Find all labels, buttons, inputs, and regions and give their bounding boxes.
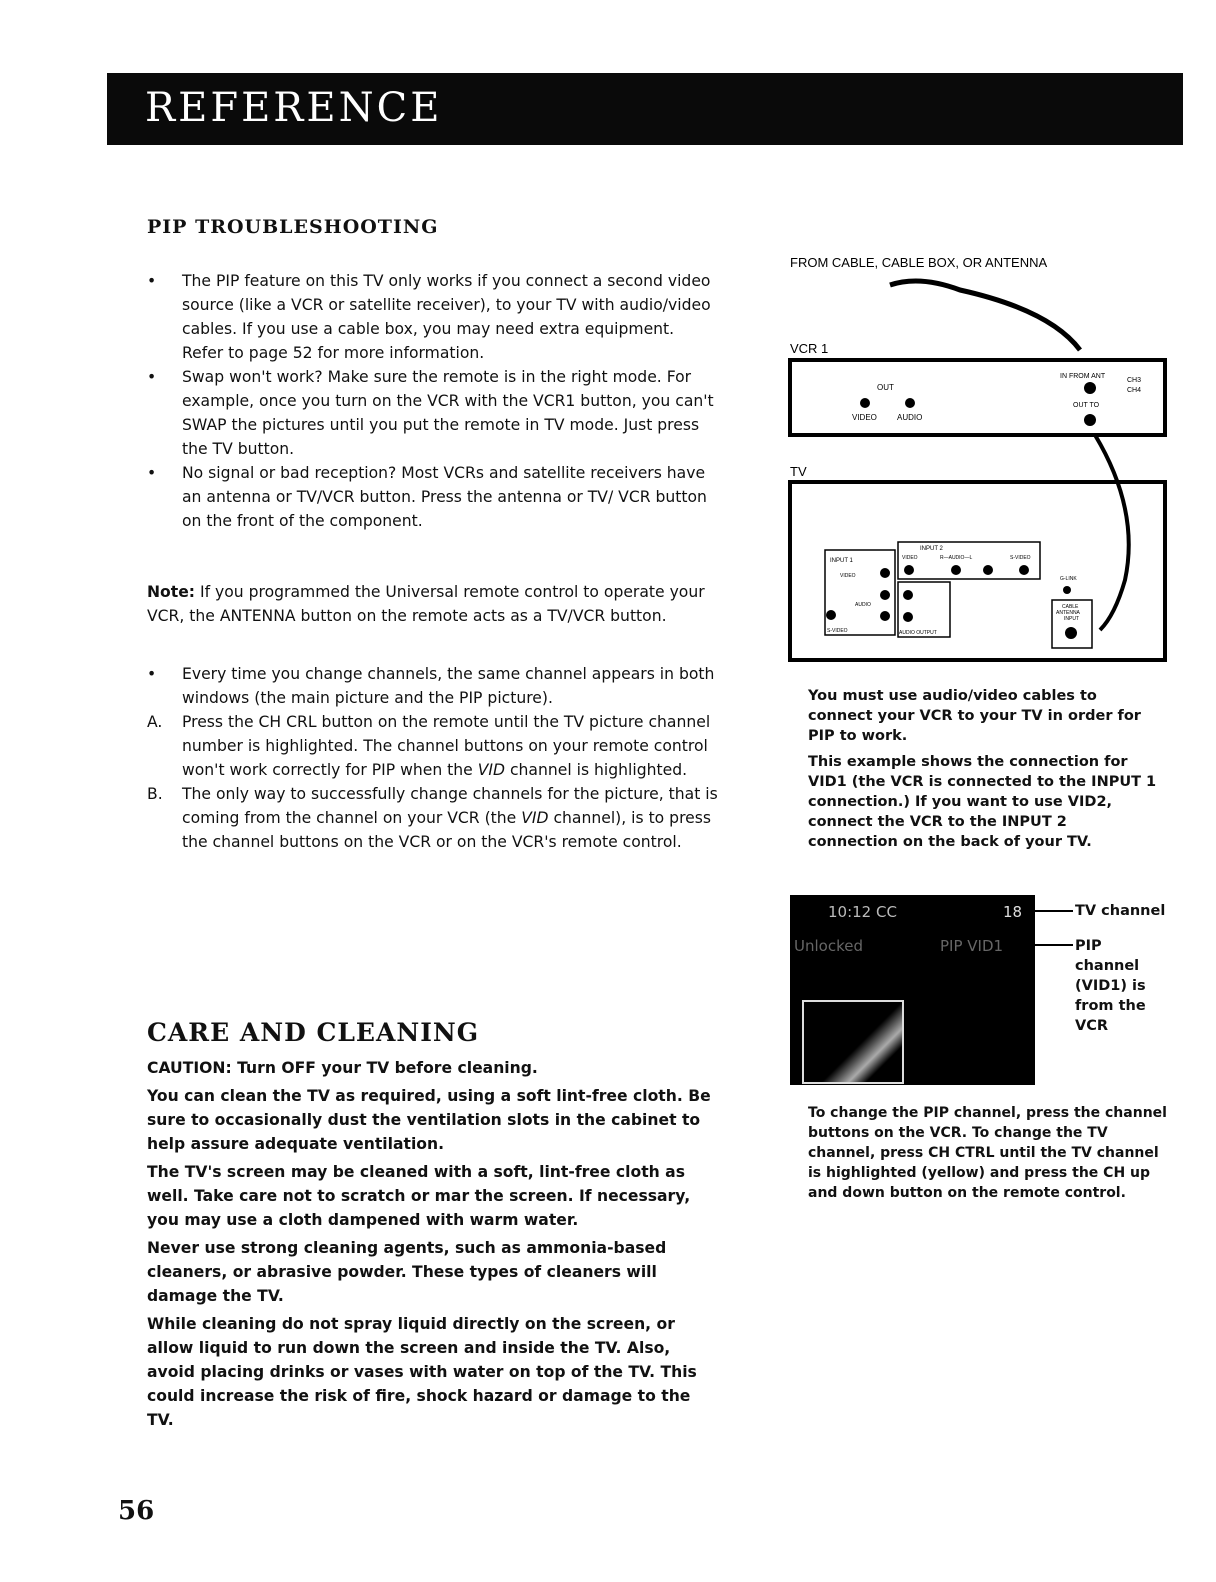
- bullet-item: • Swap won't work? Make sure the remote is in the right mode. For example, once you turn on the VCR with the VCR1 button, you can't SWAP the pictures until you put the remote in TV mode. Just press the TV button.: [147, 368, 714, 458]
- vcr-to-tv-cable: [1095, 435, 1129, 630]
- vcr-video-label: VIDEO: [852, 413, 877, 422]
- input2-audio-label: R—AUDIO—L: [940, 555, 973, 561]
- step-text: The only way to successfully change channels for the picture, that is coming from the channel on your VCR (the: [182, 785, 718, 827]
- input2-label: INPUT 2: [920, 546, 943, 552]
- screen-pip-label: PIP VID1: [940, 937, 1004, 955]
- screen-time: 10:12 CC: [828, 903, 897, 921]
- jack-icon: [880, 568, 890, 578]
- antenna-input-label: ANTENNA: [1056, 610, 1080, 616]
- step-text: VID: [521, 809, 549, 827]
- bullet-text: No signal or bad reception? Most VCRs and satellite receivers have an antenna or TV/VCR button. Press the antenna or TV/ VCR button on the front of the component.: [182, 464, 707, 530]
- jack-icon: [1084, 414, 1096, 426]
- audio-output-panel: [898, 582, 950, 637]
- step-text: won't work correctly for PIP when the: [182, 761, 478, 779]
- input1-label: INPUT 1: [830, 558, 853, 564]
- bullet-text: Every time you change channels, the same channel appears in both windows (the main picture and the PIP picture).: [182, 665, 715, 707]
- input2-video-label: VIDEO: [902, 555, 918, 561]
- care-text: [147, 1056, 722, 1436]
- connection-diagram: [780, 250, 1170, 670]
- vcr-label: VCR 1: [790, 341, 829, 356]
- pip-channel-label: PIP channel (VID1) is from the VCR: [1075, 938, 1146, 1034]
- diagram-caption: This example shows the connection for VID1 (the VCR is connected to the INPUT 1 connection.) If you want to use VID2, connect the VCR to the INPUT 2 connection on the back of your TV.: [808, 754, 1157, 850]
- vcr-out-label: OUT: [877, 383, 894, 392]
- pip-troubleshooting-heading: PIP TROUBLESHOOTING: [147, 216, 439, 238]
- care-paragraph: CAUTION: Turn OFF your TV before cleaning.: [147, 1059, 538, 1077]
- jack-icon: [880, 611, 890, 621]
- jack-icon: [1084, 382, 1096, 394]
- antenna-cable: [890, 281, 1080, 350]
- care-paragraph: Never use strong cleaning agents, such as ammonia-based cleaners, or abrasive powder. These types of cleaners will damage the TV.: [147, 1239, 667, 1305]
- care-paragraph: While cleaning do not spray liquid directly on the screen, or allow liquid to run down the screen and inside the TV. Also, avoid placing drinks or vases with water on top of the TV. This could increase the risk of fire, shock hazard or damage to the TV.: [147, 1315, 697, 1429]
- care-paragraph: You can clean the TV as required, using a soft lint-free cloth. Be sure to occasionally dust the ventilation slots in the cabinet to help assure adequate ventilation.: [147, 1087, 711, 1153]
- tv-label: TV: [790, 464, 807, 479]
- screen-caption: To change the PIP channel, press the channel buttons on the VCR. To change the TV channel, press CH CTRL until the TV channel is highlighted (yellow) and press the CH up and down button on the remote control.: [808, 1105, 1167, 1201]
- care-cleaning-heading: CARE AND CLEANING: [147, 1018, 480, 1047]
- step-b: [147, 782, 727, 854]
- bullet-item: • No signal or bad reception? Most VCRs and satellite receivers have an antenna or TV/VCR button. Press the antenna or TV/ VCR button on the front of the component.: [147, 464, 707, 530]
- vcr-box: [790, 360, 1165, 435]
- svideo-jack-icon: [826, 610, 836, 620]
- note: [147, 580, 707, 628]
- step-text: the channel buttons on the VCR or on the VCR's remote control.: [182, 833, 682, 851]
- jack-icon: [860, 398, 870, 408]
- antenna-input-label: INPUT: [1064, 616, 1079, 622]
- step-text: channel), is to press: [548, 809, 711, 827]
- screen-lock-status: Unlocked: [794, 937, 863, 955]
- tv-channel-label: TV channel: [1075, 903, 1166, 919]
- page-number: 56: [118, 1496, 155, 1526]
- audio-output-label: AUDIO OUTPUT: [899, 630, 937, 636]
- source-label: FROM CABLE, CABLE BOX, OR ANTENNA: [790, 255, 1048, 270]
- callout-line: [1035, 944, 1073, 946]
- input1-audio-label: AUDIO: [855, 602, 871, 608]
- bullet-text: Swap won't work? Make sure the remote is in the right mode. For example, once you turn on the VCR with the VCR1 button, you can't SWAP the pictures until you put the remote in TV mode. Just press the TV button.: [182, 368, 714, 458]
- input1-video-label: VIDEO: [840, 573, 856, 579]
- screen-channel: 18: [1003, 903, 1023, 921]
- bullet-item: • Every time you change channels, the same channel appears in both windows (the main picture and the PIP picture).: [147, 665, 715, 707]
- antenna-input-label: CABLE: [1062, 604, 1079, 610]
- section-title: REFERENCE: [145, 85, 443, 131]
- diagram-caption: You must use audio/video cables to connect your VCR to your TV in order for PIP to work.: [808, 688, 1141, 744]
- section-banner: [107, 73, 1183, 145]
- ch4-label: CH4: [1127, 387, 1142, 394]
- step-text: Press the CH CRL button on the remote until the TV picture channel number is highlighted. The channel buttons on your remote control: [182, 713, 711, 755]
- bullet-item: • The PIP feature on this TV only works if you connect a second video source (like a VCR or satellite receiver), to your TV with audio/video cables. If you use a cable box, you may need extra equipment. Refer to page 52 for more information.: [147, 272, 711, 362]
- in-from-ant-label: IN FROM ANT: [1060, 373, 1106, 380]
- pip-steps: [147, 662, 727, 854]
- step-marker: B.: [147, 785, 163, 803]
- pip-bullets: [147, 269, 717, 533]
- jack-icon: [1063, 586, 1071, 594]
- bullet-text: The PIP feature on this TV only works if you connect a second video source (like a VCR or satellite receiver), to your TV with audio/video cables. If you use a cable box, you may need extra equipment. Refer to page 52 for more information.: [182, 272, 711, 362]
- pip-window: [802, 1000, 904, 1084]
- note-text: If you programmed the Universal remote control to operate your VCR, the ANTENNA button on the remote acts as a TV/VCR button.: [147, 583, 705, 625]
- jack-icon: [905, 398, 915, 408]
- step-text: VID: [477, 761, 506, 779]
- vcr-audio-label: AUDIO: [897, 413, 923, 422]
- step-a: [147, 710, 727, 782]
- callout-line: [1035, 910, 1073, 912]
- input2-svideo-label: S-VIDEO: [1010, 555, 1031, 561]
- svideo-label: S-VIDEO: [827, 628, 848, 634]
- glink-label: G-LINK: [1060, 576, 1077, 582]
- note-label: Note:: [147, 583, 196, 601]
- care-paragraph: The TV's screen may be cleaned with a soft, lint-free cloth as well. Take care not to scratch or mar the screen. If necessary, you may use a cloth dampened with warm water.: [147, 1163, 691, 1229]
- ch3-label: CH3: [1127, 377, 1142, 384]
- tv-screen-image: [790, 895, 1035, 1085]
- jack-icon: [880, 590, 890, 600]
- out-to-label: OUT TO: [1073, 402, 1100, 409]
- step-text: channel is highlighted.: [505, 761, 688, 779]
- step-marker: A.: [147, 713, 163, 731]
